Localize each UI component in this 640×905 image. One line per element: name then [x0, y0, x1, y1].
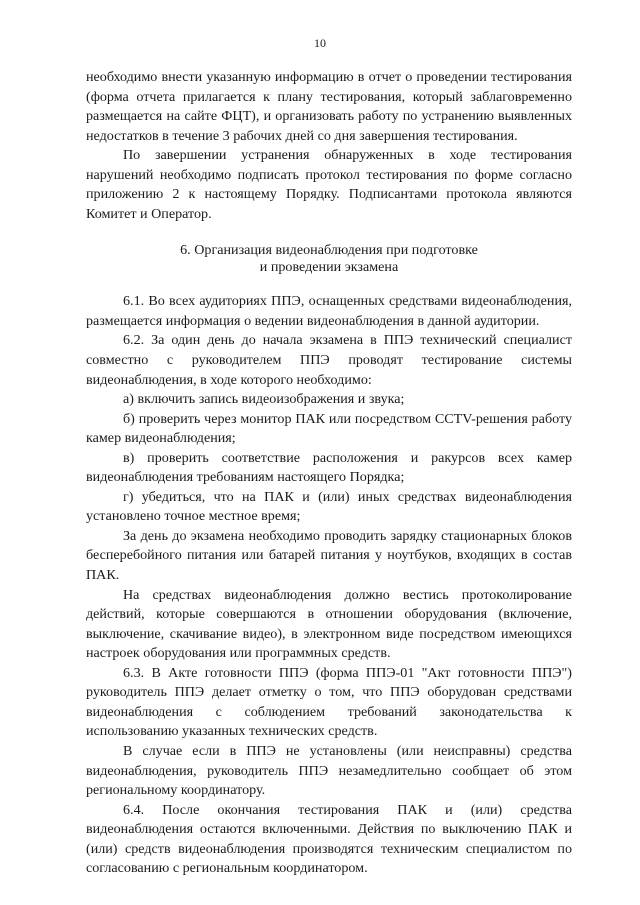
paragraph: За день до экзамена необходимо проводить зарядку стационарных блоков бесперебойного питания или батарей питания у ноутбуков, входящих в состав ПАК.: [86, 527, 572, 584]
section-heading-line: и проведении экзамена: [259, 259, 399, 276]
list-item-g: г) убедиться, что на ПАК и (или) иных средствах видеонаблюдения установлено точное местное время;: [86, 488, 572, 525]
paragraph: В случае если в ППЭ не установлены (или неисправны) средства видеонаблюдения, руководитель ППЭ незамедлительно сообщает об этом региональному координатору.: [86, 742, 572, 799]
paragraph-6-3: 6.3. В Акте готовности ППЭ (форма ППЭ-01 "Акт готовности ППЭ") руководитель ППЭ делает отметку о том, что ППЭ оборудован средствами видеонаблюдения с соблюдением требований законодательства к использованию указанных технических средств.: [86, 664, 572, 740]
section-heading-line: 6. Организация видеонаблюдения при подготовке: [180, 242, 478, 259]
paragraph: По завершении устранения обнаруженных в ходе тестирования нарушений необходимо подписать протокол тестирования по форме согласно приложению 2 к настоящему Порядку. Подписантами протокола являются Комитет и Оператор.: [86, 147, 572, 222]
paragraph: На средствах видеонаблюдения должно вестись протоколирование действий, которые совершаются в отношении оборудования (включение, выключение, скачивание видео), в электронном виде посредством имеющихся настроек оборудования или программных средств.: [86, 586, 572, 662]
document-body: [86, 68, 572, 879]
list-item-b: б) проверить через монитор ПАК или посредством CCTV-решения работу камер видеонаблюдения;: [86, 410, 572, 447]
paragraph-6-1: 6.1. Во всех аудиториях ППЭ, оснащенных средствами видеонаблюдения, размещается информация о ведении видеонаблюдения в данной аудитории.: [86, 293, 572, 329]
page-number: 10: [314, 36, 326, 50]
paragraph: необходимо внести указанную информацию в отчет о проведении тестирования (форма отчета прилагается к плану тестирования, который заблаговременно размещается на сайте ФЦТ), и организовать работу по устранению выявленных недостатков в течение 3 рабочих дней со дня завершения тестирования.: [86, 69, 572, 144]
list-item-v: в) проверить соответствие расположения и ракурсов всех камер видеонаблюдения требованиям настоящего Порядка;: [86, 449, 572, 486]
section-heading: [86, 242, 572, 276]
paragraph-6-2: 6.2. За один день до начала экзамена в ППЭ технический специалист совместно с руководителем ППЭ проводят тестирование системы видеонаблюдения, в ходе которого необходимо:: [86, 332, 572, 388]
list-item-a: а) включить запись видеоизображения и звука;: [123, 391, 405, 408]
paragraph-6-4: 6.4. После окончания тестирования ПАК и (или) средства видеонаблюдения остаются включенными. Действия по выключению ПАК и (или) средств видеонаблюдения производятся техническим специалистом по согласованию с региональным координатором.: [86, 801, 572, 877]
